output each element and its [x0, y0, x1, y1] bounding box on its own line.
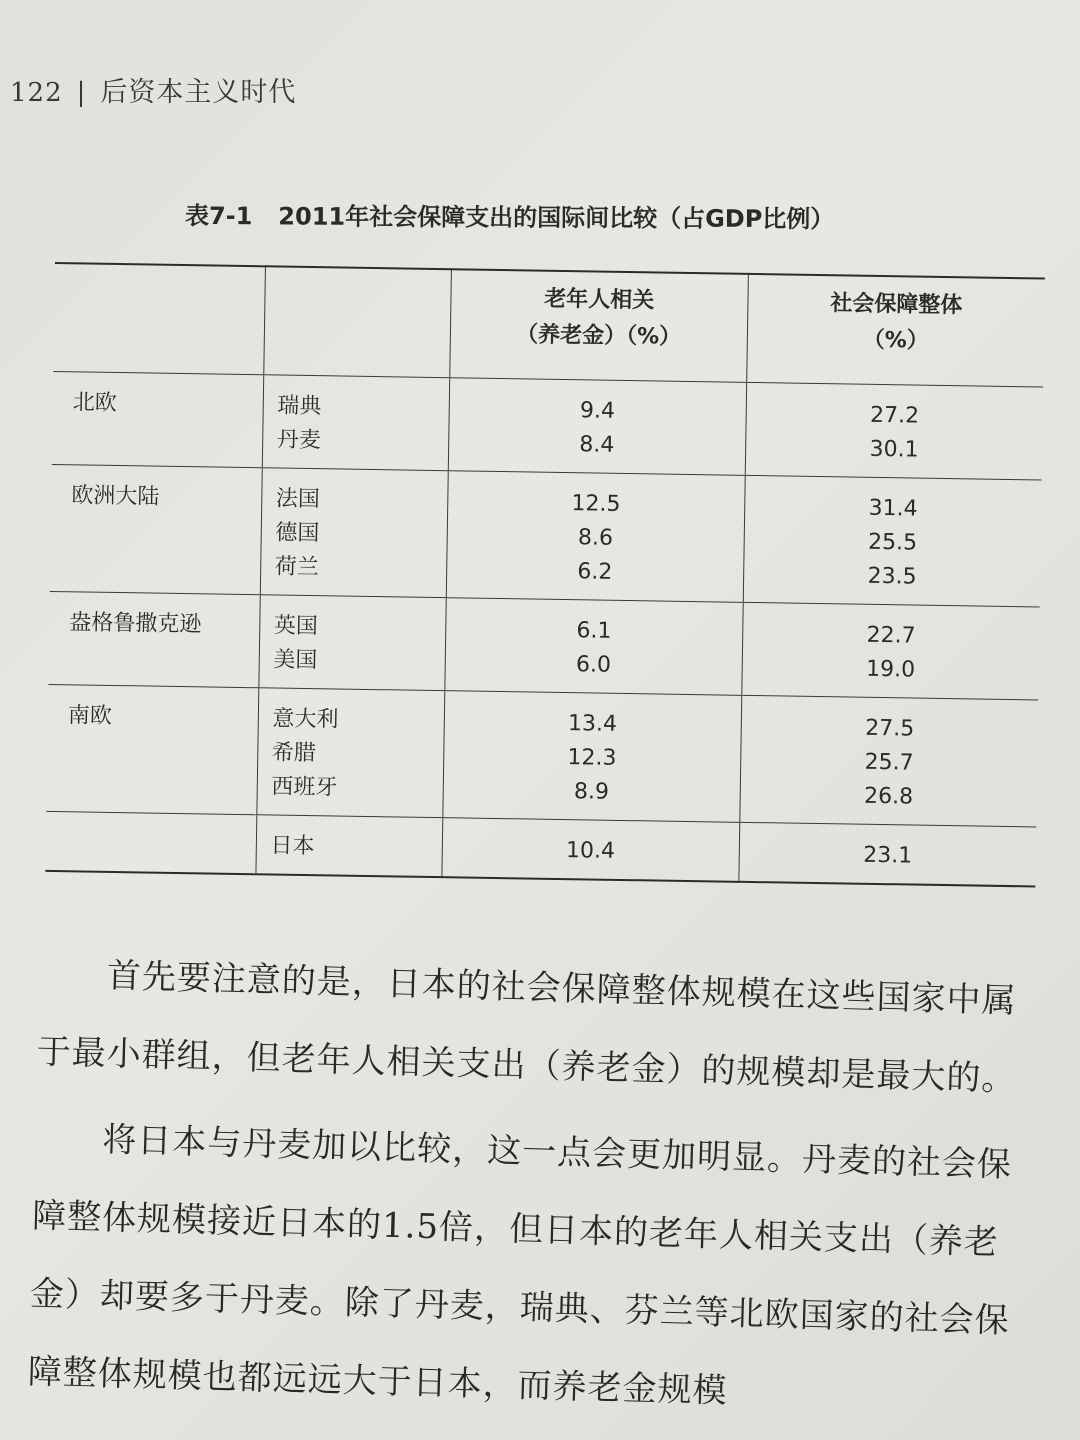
- total-value: 19.0: [865, 656, 916, 683]
- header-separator: |: [76, 78, 87, 108]
- total-value: 22.7: [866, 622, 916, 649]
- country-cell: [260, 468, 448, 598]
- social-security-table: [45, 262, 1044, 887]
- total-value: 30.1: [869, 436, 919, 463]
- page-number: 122: [10, 78, 63, 108]
- total-cell: [743, 475, 1042, 607]
- header-total-line1: 社会保障整体: [830, 291, 963, 319]
- total-cell: [745, 382, 1043, 480]
- pension-value: 8.9: [573, 779, 610, 805]
- table-group-row: [46, 684, 1038, 827]
- country-name: 美国: [273, 647, 318, 674]
- header-total-line2: （%）: [862, 327, 929, 354]
- total-value: 23.1: [862, 842, 913, 869]
- country-name: 瑞典: [277, 393, 322, 420]
- region-cell: 北欧: [72, 390, 117, 416]
- region-cell: [45, 811, 256, 874]
- region-cell: 盎格鲁撒克逊: [69, 610, 202, 638]
- pension-value: 9.4: [579, 398, 616, 424]
- header-total: [746, 274, 1044, 387]
- country-cell: [256, 688, 444, 818]
- header-pension-line2: （养老金）（%）: [515, 322, 682, 350]
- paragraph-2: 将日本与丹麦加以比较，这一点会更加明显。丹麦的社会保障整体规模接近日本的1.5倍，但日本的老年人相关支出（养老金）却要多于丹麦。除了丹麦，瑞典、芬兰等北欧国家的社会保障整体规模也都远远大于日本，而养老金规模: [27, 1119, 1013, 1412]
- pension-value: 13.4: [567, 711, 618, 737]
- pension-value: 6.2: [577, 559, 613, 585]
- header-pension: [449, 269, 748, 382]
- country-name: 德国: [275, 520, 320, 547]
- pension-value: 6.1: [576, 618, 612, 644]
- country-name: 希腊: [271, 740, 317, 767]
- country-name: 西班牙: [271, 774, 338, 801]
- paragraph-1: 首先要注意的是，日本的社会保障整体规模在这些国家中属于最小群组，但老年人相关支出（养老金）的规模却是最大的。: [36, 955, 1018, 1100]
- pension-value: 10.4: [565, 838, 616, 864]
- pension-value: 12.3: [567, 745, 617, 771]
- country-name: 荷兰: [274, 554, 320, 581]
- pension-cell: [442, 818, 740, 882]
- country-name: 法国: [275, 486, 321, 513]
- total-value: 25.5: [867, 529, 918, 556]
- table-group-row: [50, 464, 1042, 607]
- header-region: [53, 263, 265, 375]
- pension-cell: [444, 598, 743, 696]
- total-value: 27.5: [864, 715, 915, 742]
- book-title: 后资本主义时代: [100, 77, 297, 108]
- header-country: [263, 266, 451, 377]
- body-text: [26, 935, 1049, 1440]
- total-value: 31.4: [868, 495, 918, 522]
- pension-cell: [448, 378, 747, 476]
- table-caption: [185, 196, 985, 235]
- pension-cell: [442, 691, 741, 823]
- pension-value: 8.4: [579, 432, 615, 458]
- country-cell: [262, 375, 449, 471]
- country-name: 丹麦: [276, 427, 322, 454]
- total-value: 27.2: [869, 402, 920, 429]
- pension-value: 8.6: [577, 525, 614, 551]
- running-head: [10, 70, 296, 109]
- total-cell: [740, 695, 1039, 827]
- table-number: 表7-1: [184, 201, 253, 231]
- total-value: 26.8: [863, 783, 914, 810]
- table-group-row: [48, 591, 1039, 700]
- pension-value: 6.0: [575, 652, 612, 678]
- total-cell: [742, 602, 1040, 700]
- table-group-row: [52, 371, 1043, 480]
- country-cell: [255, 815, 442, 877]
- total-cell: [739, 822, 1037, 886]
- header-pension-line1: 老年人相关: [543, 286, 655, 314]
- pension-value: 12.5: [571, 491, 621, 517]
- total-value: 25.7: [864, 749, 914, 776]
- country-name: 英国: [273, 613, 319, 640]
- total-value: 23.5: [867, 563, 917, 590]
- region-cell: 南欧: [67, 703, 113, 729]
- country-name: 日本: [270, 833, 315, 860]
- table-title: 2011年社会保障支出的国际间比较（占GDP比例）: [278, 202, 835, 234]
- region-cell: 欧洲大陆: [71, 483, 160, 510]
- country-name: 意大利: [272, 706, 339, 733]
- table-header-row: [53, 263, 1045, 387]
- country-cell: [258, 595, 445, 691]
- pension-cell: [446, 471, 745, 603]
